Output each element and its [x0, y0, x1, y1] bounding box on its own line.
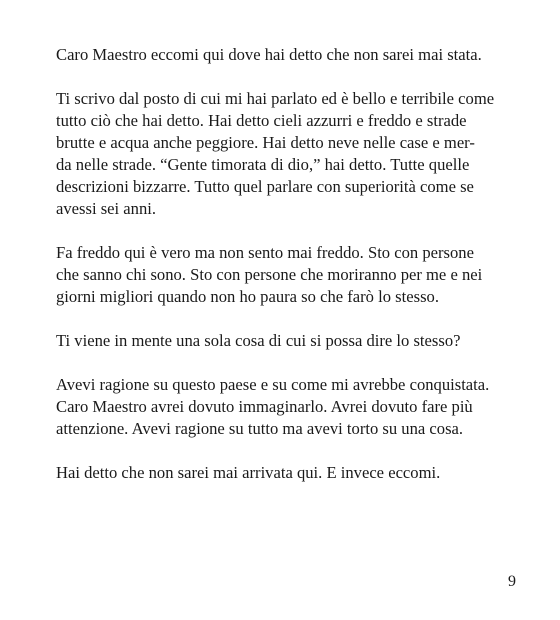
- paragraph-5: Avevi ragione su questo paese e su come mi avrebbe conquistata. Caro Maestro avrei dovuto immaginarlo. Avrei dovuto fare più attenzione. Avevi ragione su tutto ma avevi torto su una cosa.: [56, 375, 490, 438]
- paragraph-3: Fa freddo qui è vero ma non sento mai freddo. Sto con persone che sanno chi sono. Sto con persone che moriranno per me e nei giorni migliori quando non ho paura so che farò lo stesso.: [56, 243, 483, 306]
- page-number: 9: [508, 573, 516, 590]
- paragraph-1: Caro Maestro eccomi qui dove hai detto che non sarei mai stata.: [56, 45, 482, 64]
- paragraph-6: Hai detto che non sarei mai arrivata qui. E invece eccomi.: [56, 463, 441, 482]
- paragraph-4: Ti viene in mente una sola cosa di cui si possa dire lo stesso?: [56, 331, 461, 350]
- paragraph-2: Ti scrivo dal posto di cui mi hai parlato ed è bello e terribile come tutto ciò che hai detto. Hai detto cieli azzurri e freddo e strade brutte e acqua anche peggiore. Hai detto neve nelle case e mer- da nelle strade. “Gente timorata di dio,” hai detto. Tutte quelle descrizioni bizzarre. Tutto quel parlare con superiorità come se avessi sei anni.: [56, 89, 495, 218]
- body-text: [56, 44, 524, 506]
